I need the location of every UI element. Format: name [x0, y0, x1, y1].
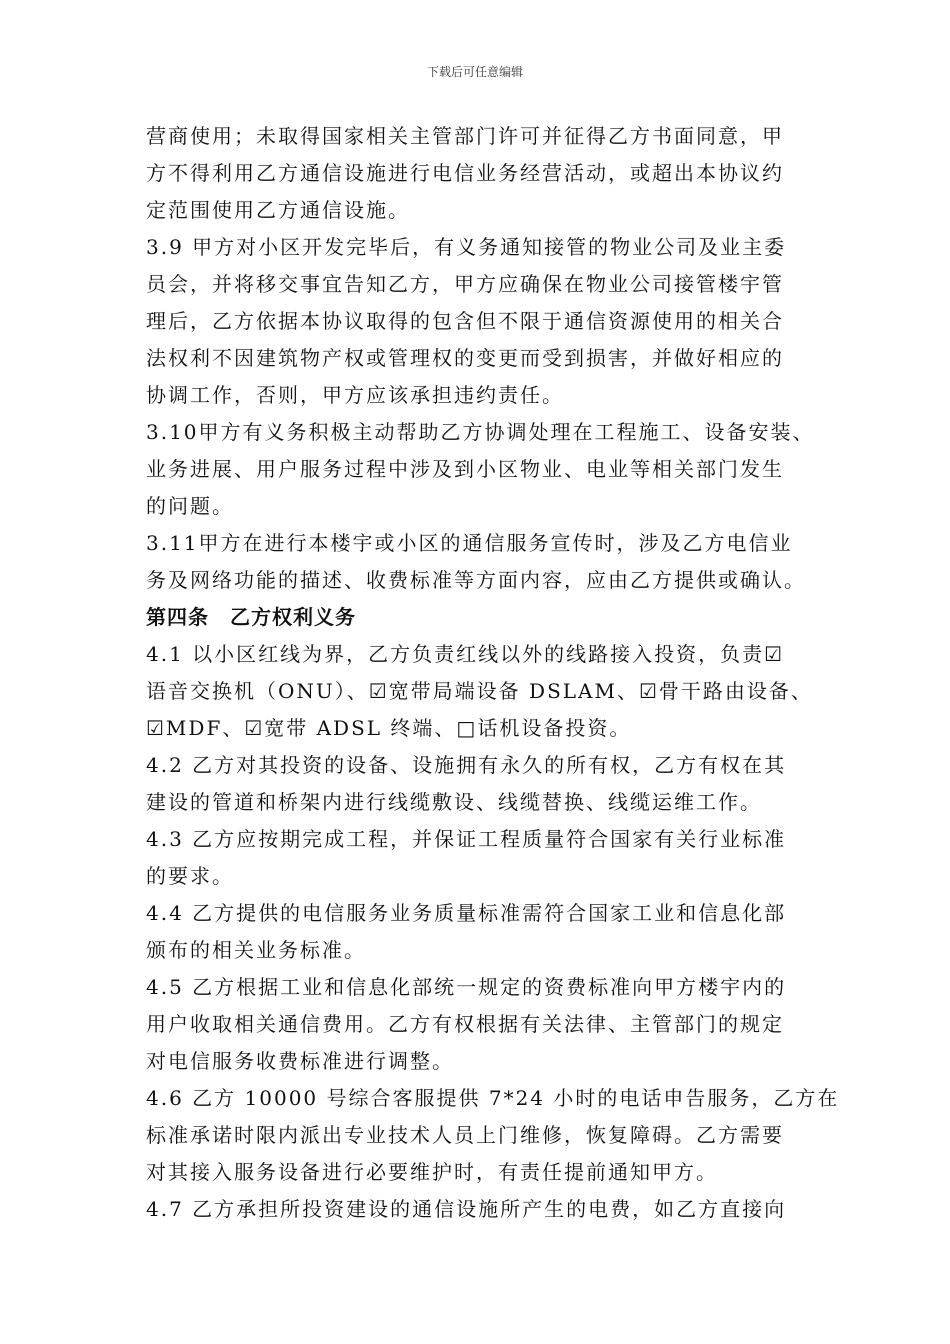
text-line: 对其接入服务设备进行必要维护时，有责任提前通知甲方。 — [146, 1160, 718, 1184]
clause-4-7: 4.7 乙方承担所投资建设的通信设施所产生的电费，如乙方直接向 — [146, 1197, 787, 1221]
text-line: 员会，并将移交事宜告知乙方，甲方应确保在物业公司接管楼宇管 — [146, 272, 784, 296]
clause-4-3: 4.3 乙方应按期完成工程，并保证工程质量符合国家有关行业标准 — [146, 827, 787, 851]
text-line: 对电信服务收费标准进行调整。 — [146, 1049, 454, 1073]
clause-3-10: 3.10甲方有义务积极主动帮助乙方协调处理在工程施工、设备安装、 — [146, 420, 815, 444]
clause-3-11: 3.11甲方在进行本楼宇或小区的通信服务宣传时，涉及乙方电信业 — [146, 531, 793, 555]
text-line: 理后，乙方依据本协议取得的包含但不限于通信资源使用的相关合 — [146, 309, 784, 333]
text-line: 协调工作，否则，甲方应该承担违约责任。 — [146, 383, 564, 407]
clause-3-9: 3.9 甲方对小区开发完毕后，有义务通知接管的物业公司及业主委 — [146, 235, 787, 259]
clause-4-1: 4.1 以小区红线为界，乙方负责红线以外的线路接入投资，负责☑ — [146, 642, 785, 666]
text-line: 方不得利用乙方通信设施进行电信业务经营活动，或超出本协议约 — [146, 161, 784, 185]
text-line: 建设的管道和桥架内进行线缆敷设、线缆替换、线缆运维工作。 — [146, 790, 762, 814]
text-line: ☑MDF、☑宽带 ADSL 终端、□话机设备投资。 — [146, 716, 632, 740]
text-line: 营商使用；未取得国家相关主管部门许可并征得乙方书面同意，甲 — [146, 124, 784, 148]
text-line: 的要求。 — [146, 864, 234, 888]
section-heading: 第四条 乙方权利义务 — [146, 605, 356, 629]
document-body — [146, 118, 840, 1228]
text-line: 法权利不因建筑物产权或管理权的变更而受到损害，并做好相应的 — [146, 346, 784, 370]
text-line: 颁布的相关业务标准。 — [146, 938, 366, 962]
clause-4-5: 4.5 乙方根据工业和信息化部统一规定的资费标准向甲方楼宇内的 — [146, 975, 787, 999]
clause-4-6: 4.6 乙方 10000 号综合客服提供 7*24 小时的电话申告服务，乙方在 — [146, 1086, 840, 1110]
text-line: 语音交换机（ONU）、☑宽带局端设备 DSLAM、☑骨干路由设备、 — [146, 679, 813, 703]
text-line: 业务进展、用户服务过程中涉及到小区物业、电业等相关部门发生 — [146, 457, 784, 481]
text-line: 定范围使用乙方通信设施。 — [146, 198, 410, 222]
page-header: 下载后可任意编辑 — [426, 65, 523, 79]
clause-4-4: 4.4 乙方提供的电信服务业务质量标准需符合国家工业和信息化部 — [146, 901, 787, 925]
text-line: 的问题。 — [146, 494, 234, 518]
clause-4-2: 4.2 乙方对其投资的设备、设施拥有永久的所有权，乙方有权在其 — [146, 753, 787, 777]
text-line: 用户收取相关通信费用。乙方有权根据有关法律、主管部门的规定 — [146, 1012, 784, 1036]
text-line: 标准承诺时限内派出专业技术人员上门维修，恢复障碍。乙方需要 — [146, 1123, 784, 1147]
text-line: 务及网络功能的描述、收费标准等方面内容，应由乙方提供或确认。 — [146, 568, 806, 592]
